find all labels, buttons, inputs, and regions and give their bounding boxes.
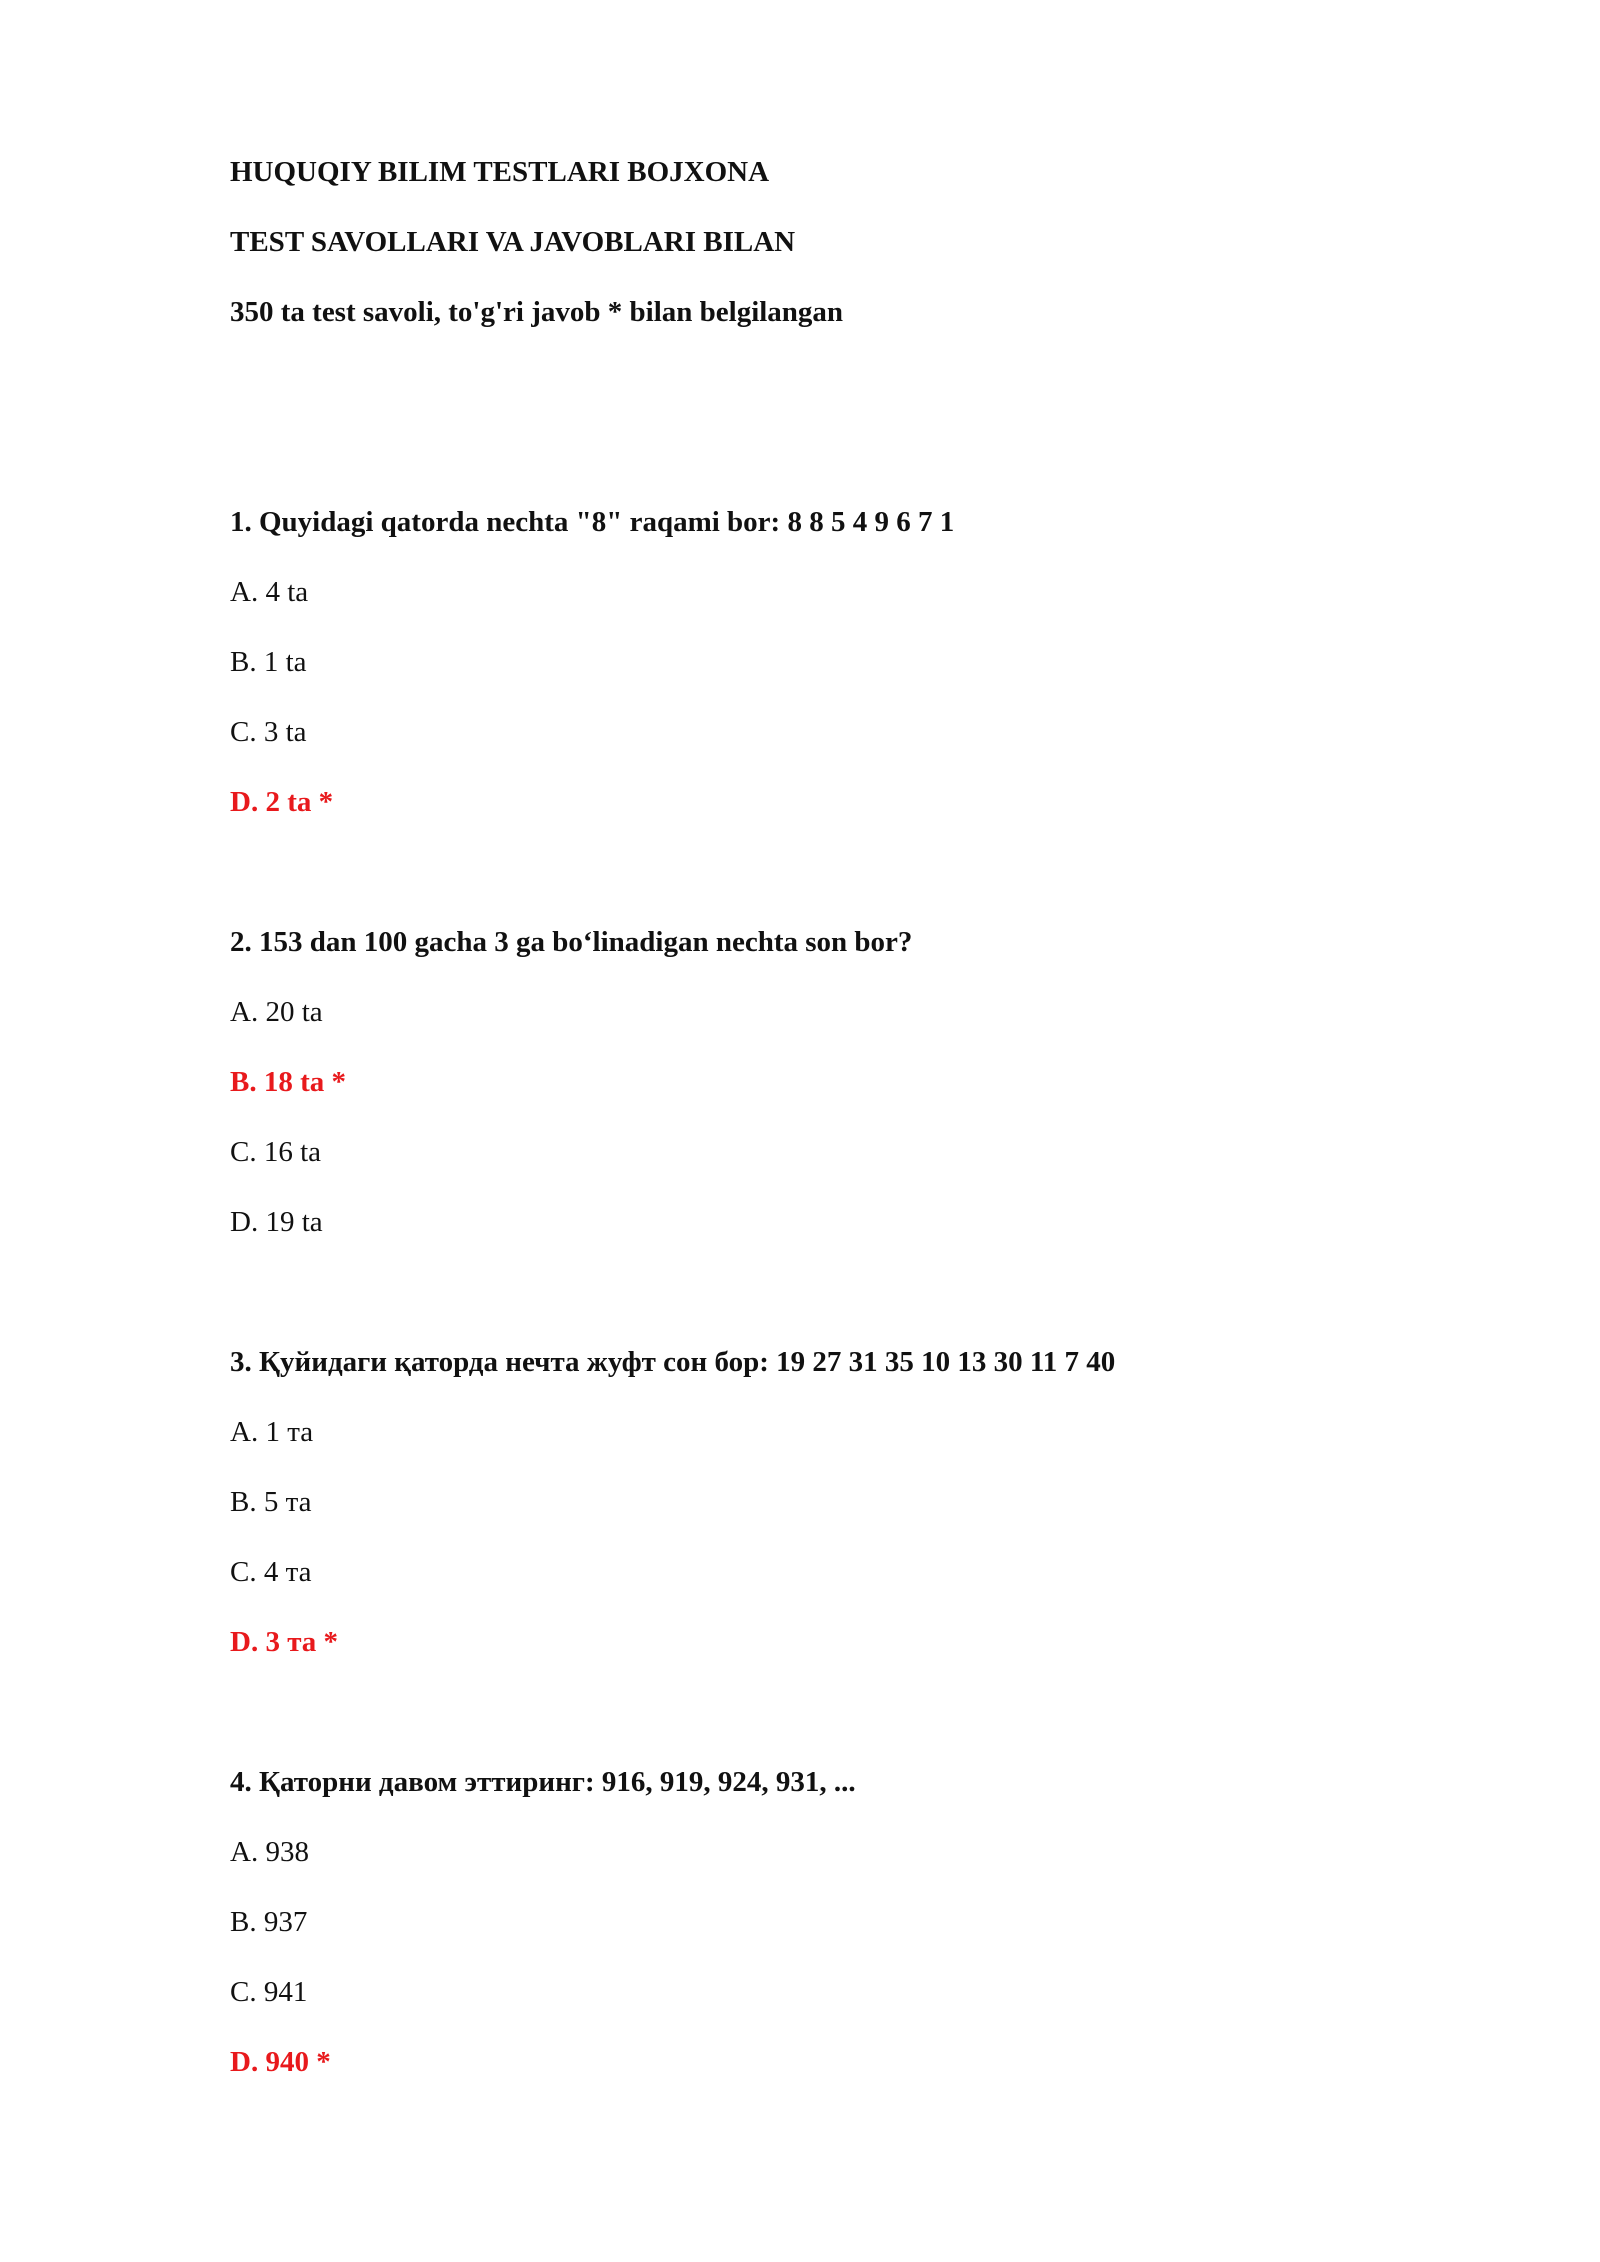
question-4-option-c: C. 941 <box>230 1976 308 2008</box>
question-2-text: 2. 153 dan 100 gacha 3 ga bo‘linadigan nechta son bor? <box>230 926 913 958</box>
question-2-option-c: C. 16 ta <box>230 1136 322 1168</box>
question-3-option-c: C. 4 та <box>230 1556 312 1588</box>
question-3-option-d-correct: D. 3 та * <box>230 1626 339 1658</box>
question-4-option-a: A. 938 <box>230 1836 309 1868</box>
question-2-option-a: A. 20 ta <box>230 996 323 1028</box>
question-4-text: 4. Қаторни давом эттиринг: 916, 919, 924, 931, ... <box>230 1766 856 1798</box>
question-3-text: 3. Қуйидаги қаторда нечта жуфт сон бор: 19 27 31 35 10 13 30 11 7 40 <box>230 1346 1116 1378</box>
question-2-option-d: D. 19 ta <box>230 1206 323 1238</box>
question-2-option-b-correct: B. 18 ta * <box>230 1066 346 1098</box>
question-1-option-d-correct: D. 2 ta * <box>230 786 334 818</box>
question-3-option-a: A. 1 та <box>230 1416 314 1448</box>
question-1-option-c: C. 3 ta <box>230 716 307 748</box>
document-title-line-3: 350 ta test savoli, to'g'ri javob * bilan belgilangan <box>230 296 844 328</box>
question-1-option-a: A. 4 ta <box>230 576 309 608</box>
question-3-option-b: B. 5 та <box>230 1486 312 1518</box>
document-title-line-2: TEST SAVOLLARI VA JAVOBLARI BILAN <box>230 226 796 258</box>
question-1-option-b: B. 1 ta <box>230 646 307 678</box>
question-1-text: 1. Quyidagi qatorda nechta "8" raqami bor: 8 8 5 4 9 6 7 1 <box>230 506 955 538</box>
document-title-line-1: HUQUQIY BILIM TESTLARI BOJXONA <box>230 156 770 188</box>
question-4-option-b: B. 937 <box>230 1906 308 1938</box>
question-4-option-d-correct: D. 940 * <box>230 2046 331 2078</box>
